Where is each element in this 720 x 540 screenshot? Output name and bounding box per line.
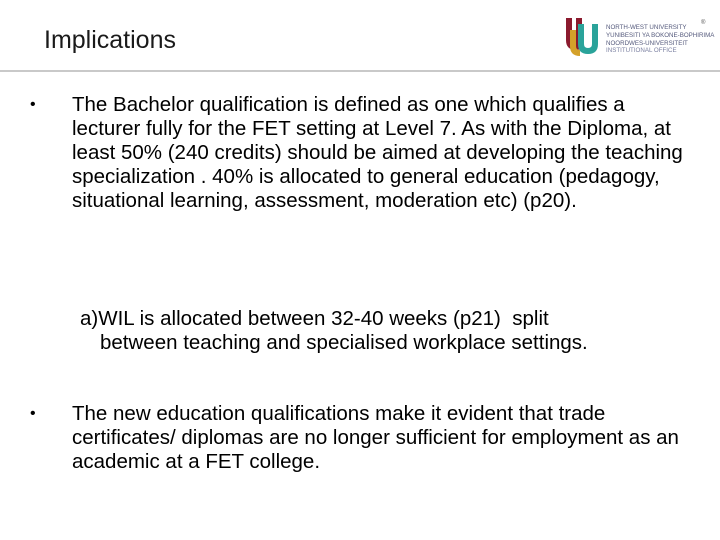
slide-title: Implications — [44, 26, 176, 54]
bullet-text: The Bachelor qualification is defined as one which qualifies a lecturer fully for the FET setting at Level 7. As with the Diploma, at least 50% (240 credits) should be aimed at developing the teaching specialization . 40% is allocated to general education (pedagogy, situational learning, assessment, moderation etc) (p20). — [72, 93, 683, 212]
bullet-icon: • — [30, 405, 36, 422]
logo-text — [606, 24, 714, 55]
logo-emblem-icon — [562, 14, 604, 58]
registered-mark-icon: ® — [701, 20, 706, 26]
title-divider — [0, 70, 720, 72]
bullet-item — [30, 93, 690, 263]
bullet-icon: • — [30, 96, 36, 113]
logo-line: NORTH-WEST UNIVERSITY — [606, 24, 687, 31]
university-logo — [562, 12, 715, 68]
bullet-text: The new education qualifications make it evident that trade certificates/ diplomas are no longer sufficient for employment as an academic at a FET college. — [72, 402, 679, 473]
logo-office: INSTITUTIONAL OFFICE — [606, 47, 677, 55]
sub-item — [80, 307, 700, 355]
sub-item-line: a)WIL is allocated between 32-40 weeks (p21) split — [80, 307, 549, 330]
logo-line: NOORDWES-UNIVERSITEIT — [606, 39, 688, 47]
sub-item-line: between teaching and specialised workplace settings. — [100, 331, 588, 354]
bullet-item — [30, 402, 690, 492]
logo-line: YUNIBESITI YA BOKONE-BOPHIRIMA — [606, 31, 715, 39]
